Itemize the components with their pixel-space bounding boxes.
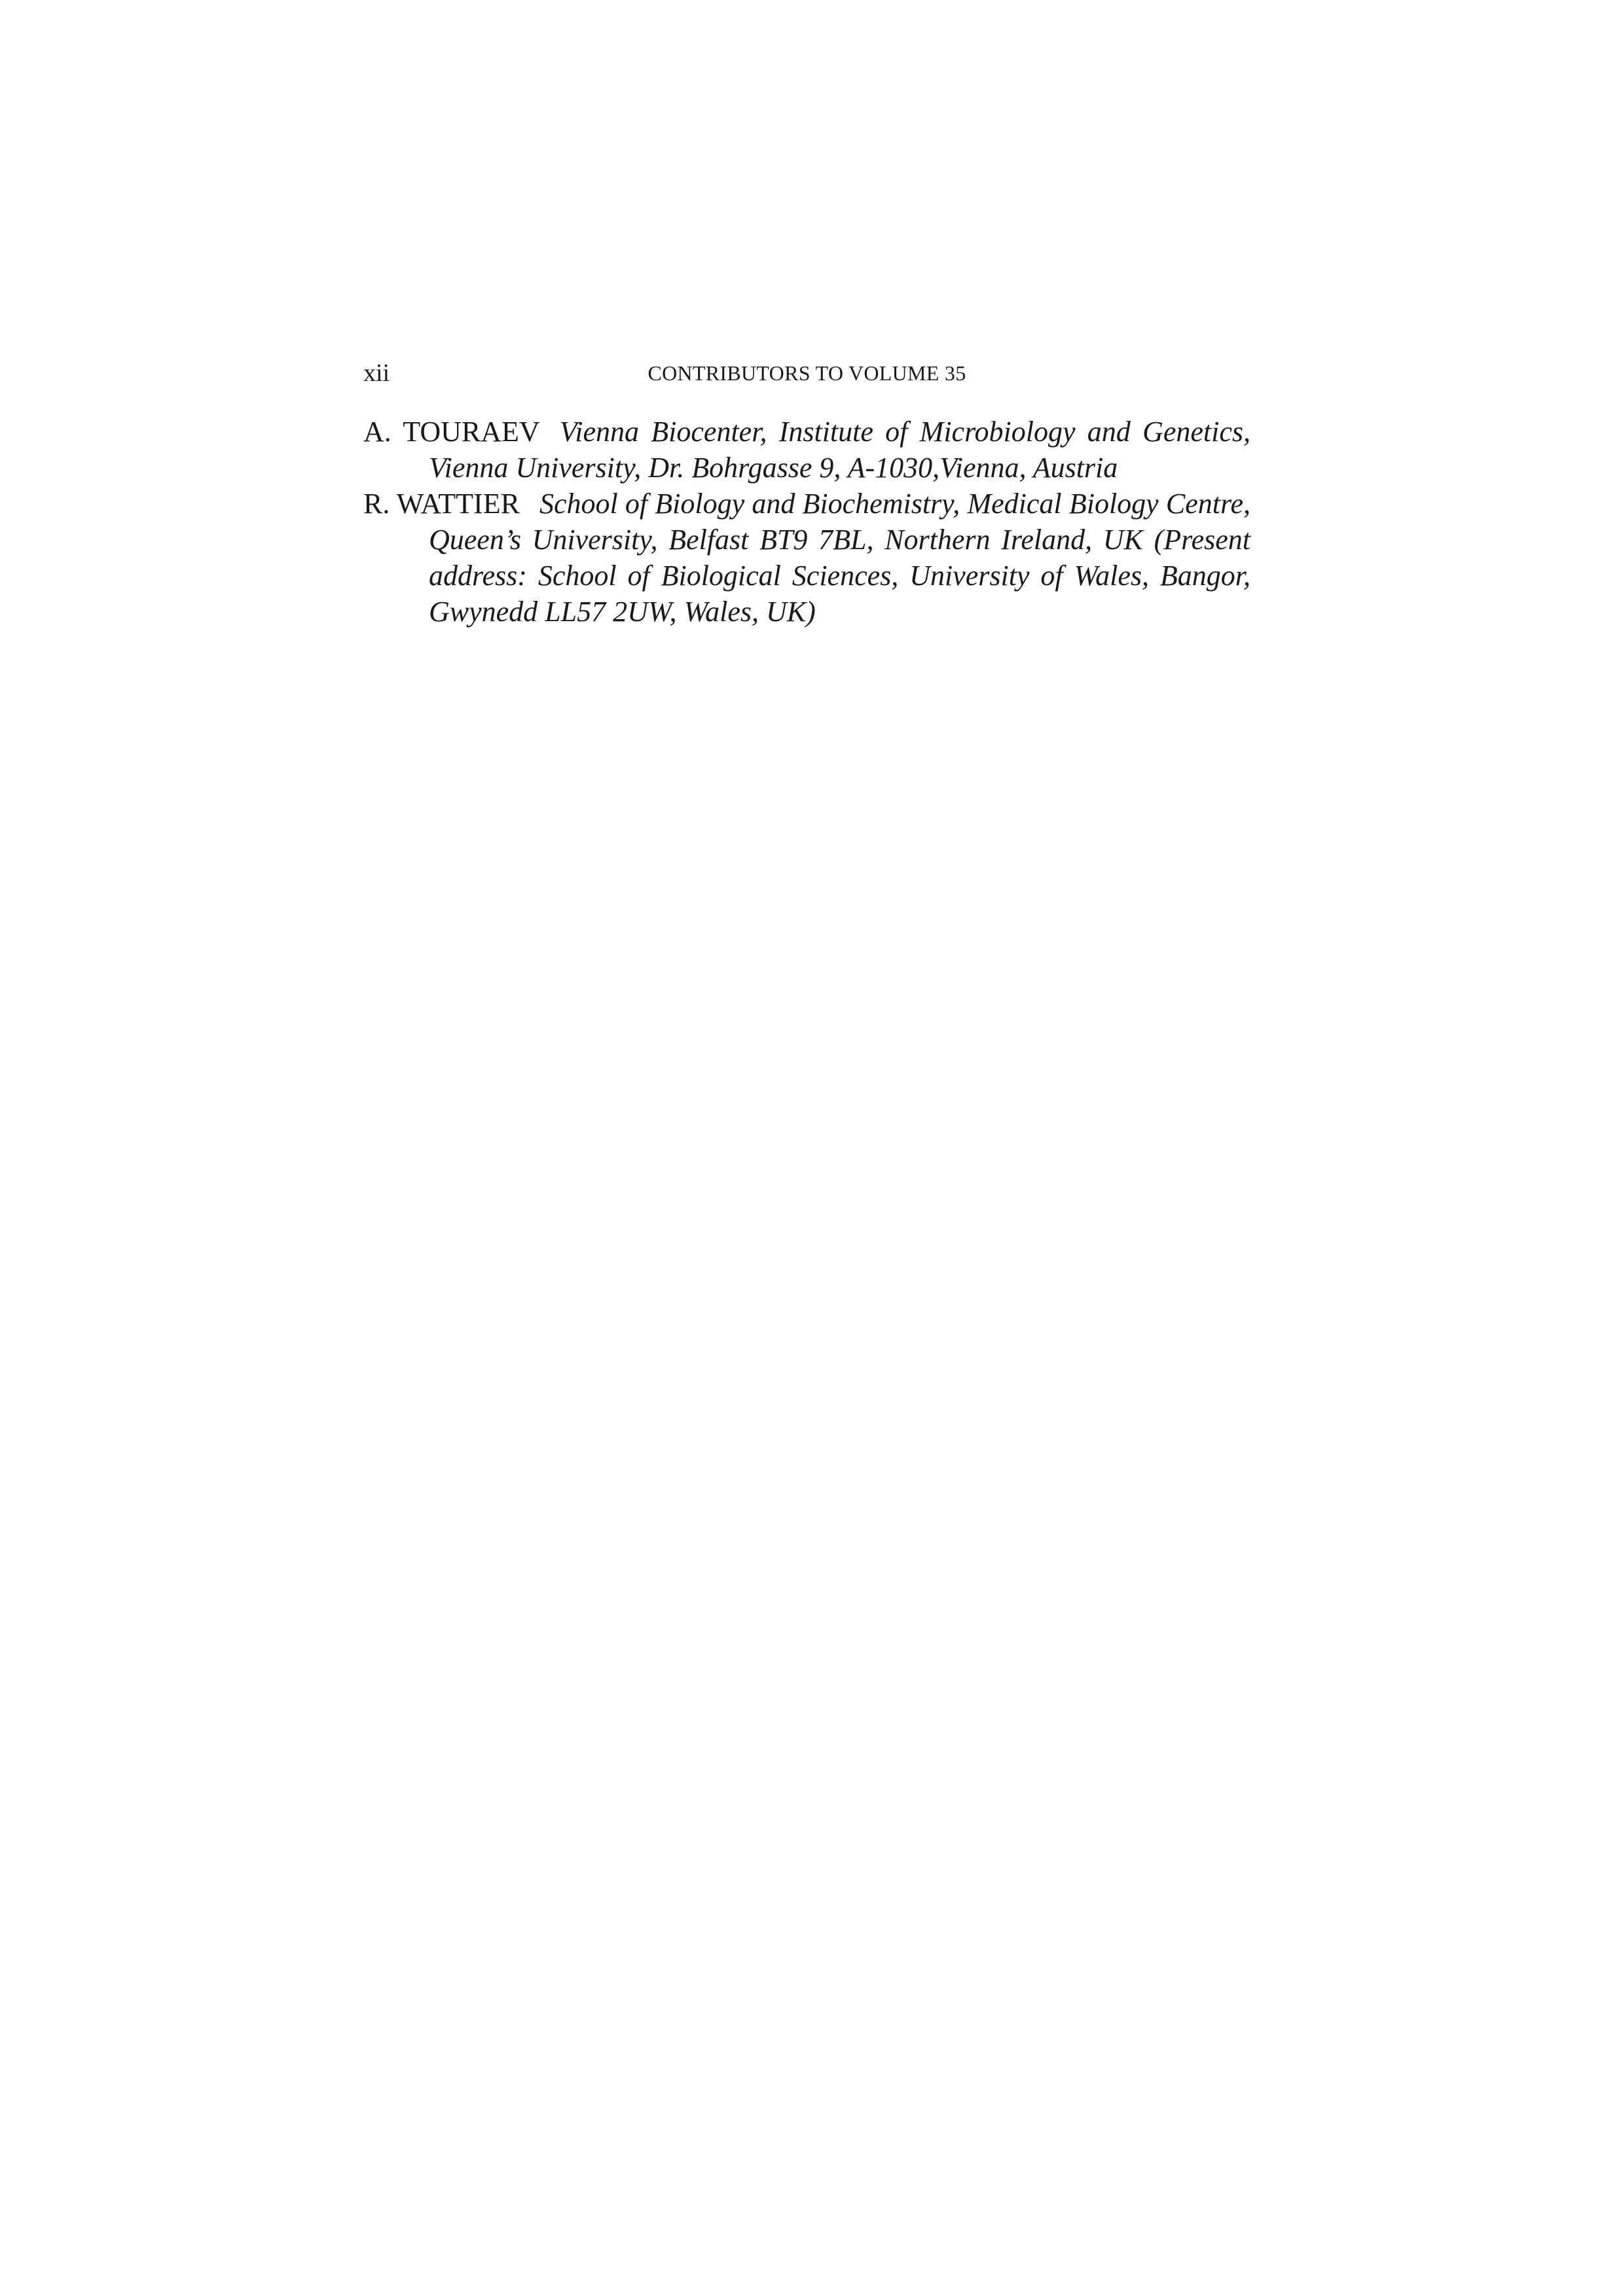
- contributors-list: [363, 414, 1250, 630]
- running-head: [363, 353, 1250, 393]
- contributor-name: R. WATTIER: [363, 488, 520, 520]
- contributor-affiliation: School of Biology and Biochemistry, Medical Biology Centre, Queen’s University, Belfast BT9 7BL, Northern Ireland, UK (Present address: School of Biological Sciences, University of Wales, Bangor, Gwynedd LL57 2UW, Wales, UK): [429, 488, 1251, 628]
- contributor-name: A. TOURAEV: [363, 416, 540, 448]
- contributor-entry: [363, 486, 1250, 630]
- contributor-entry: [363, 414, 1250, 486]
- running-head-title: CONTRIBUTORS TO VOLUME 35: [647, 361, 966, 385]
- page-number: xii: [363, 359, 390, 387]
- contributor-affiliation: Vienna Biocenter, Institute of Microbiology and Genetics, Vienna University, Dr. Bohrgasse 9, A-1030,Vienna, Austria: [429, 416, 1251, 484]
